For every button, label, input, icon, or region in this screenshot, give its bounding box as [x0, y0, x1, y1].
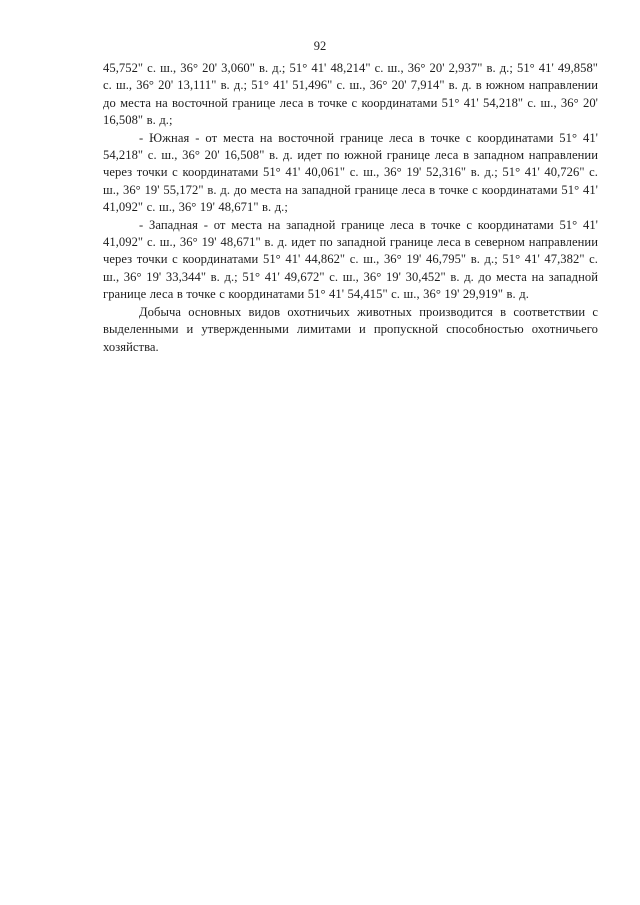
page-number: 92	[313, 39, 327, 53]
paragraph-south-boundary: - Южная - от места на восточной границе леса в точке с координатами 51° 41' 54,218" с. ш., 36° 20' 16,508" в. д. идет по южной границе леса в западном направлении через точки с координатами 51° 41' 40,061" с. ш., 36° 19' 52,316" в. д.; 51° 41' 40,726" с. ш., 36° 19' 55,172" в. д. до места на западной границе леса в точке с координатами 51° 41' 41,092" с. ш., 36° 19' 48,671" в. д.;	[103, 130, 598, 215]
paragraph-hunting-limits: Добыча основных видов охотничьих животных производится в соответствии с выделенными и утвержденными лимитами и пропускной способностью охотничьего хозяйства.	[103, 304, 598, 354]
document-body	[103, 60, 598, 356]
paragraph-east-boundary-continuation: 45,752" с. ш., 36° 20' 3,060" в. д.; 51° 41' 48,214" с. ш., 36° 20' 2,937" в. д.; 51° 41' 49,858" с. ш., 36° 20' 13,111" в. д.; 51° 41' 51,496" с. ш., 36° 20' 7,914" в. д. в южном направлении до места на восточной границе леса в точке с координатами 51° 41' 54,218" с. ш., 36° 20' 16,508" в. д.;	[103, 61, 598, 128]
paragraph-west-boundary: - Западная - от места на западной границе леса в точке с координатами 51° 41' 41,092" с. ш., 36° 19' 48,671" в. д. идет по западной границе леса в северном направлении через точки с координатами 51° 41' 44,862" с. ш., 36° 19' 46,795" в. д.; 51° 41' 47,382" с. ш., 36° 19' 33,344" в. д.; 51° 41' 49,672" с. ш., 36° 19' 30,452" в. д. до места на западной границе леса в точке с координатами 51° 41' 54,415" с. ш., 36° 19' 29,919" в. д.	[103, 217, 598, 302]
